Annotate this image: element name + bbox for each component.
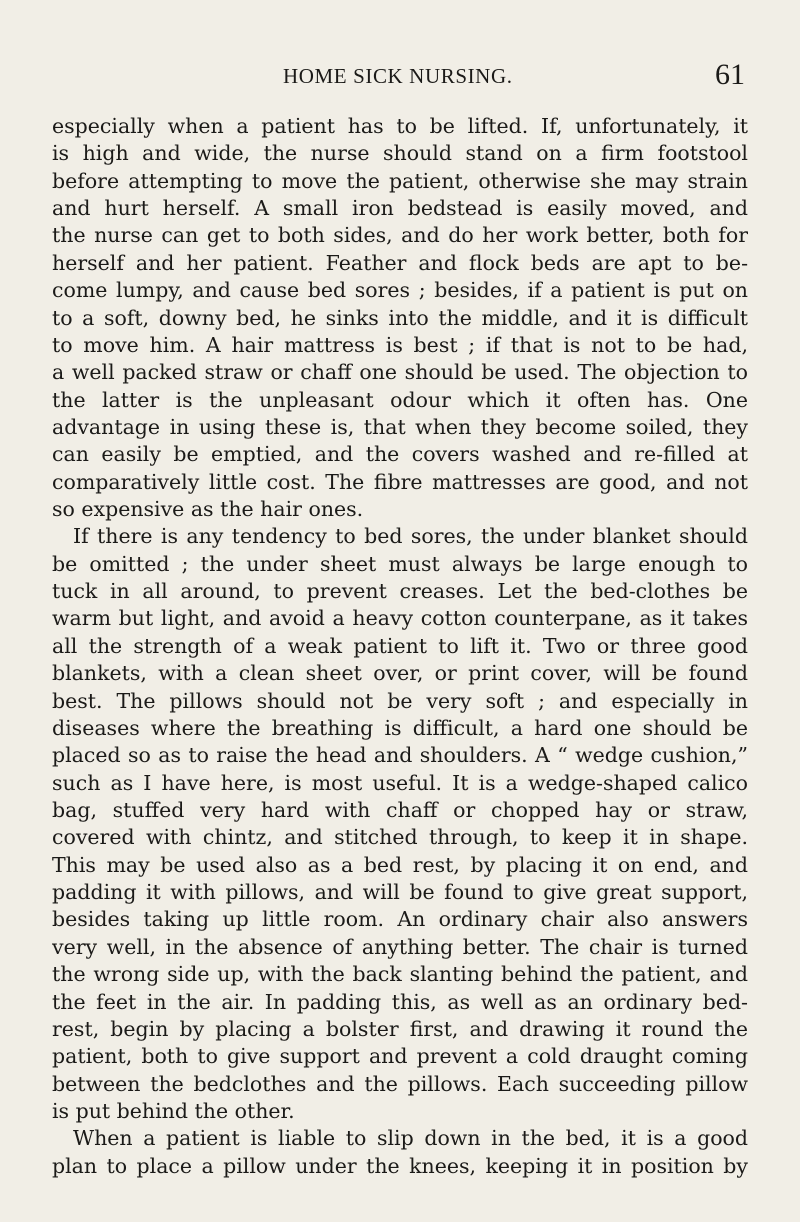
text-line: advantage in using these is, that when they become soiled, they [52, 414, 748, 439]
running-head-title: HOME SICK NURSING. [283, 64, 513, 88]
text-line: best. The pillows should not be very soft ; and especially in [52, 688, 748, 713]
text-line: so expensive as the hair ones. [52, 497, 364, 522]
body-text [52, 113, 748, 1180]
text-line: the wrong side up, with the back slanting behind the patient, and [52, 962, 748, 987]
text-line: warm but light, and avoid a heavy cotton counterpane, as it takes [52, 606, 748, 631]
text-line: This may be used also as a bed rest, by placing it on end, and [52, 852, 748, 877]
text-line: placed so as to raise the head and shoulders. A “ wedge cushion,” [52, 743, 748, 768]
page-number: 61 [715, 58, 745, 91]
text-line: before attempting to move the patient, otherwise she may strain [52, 168, 748, 193]
text-line: can easily be emptied, and the covers washed and re-filled at [52, 442, 748, 467]
text-line: the latter is the unpleasant odour which it often has. One [52, 387, 748, 412]
text-line: especially when a patient has to be lifted. If, unfortunately, it [52, 114, 748, 138]
text-line: patient, both to give support and prevent a cold draught coming [52, 1044, 748, 1069]
text-line: the feet in the air. In padding this, as well as an ordinary bed- [52, 989, 748, 1014]
text-line: all the strength of a weak patient to lift it. Two or three good [52, 633, 748, 658]
text-line: bag, stuffed very hard with chaff or chopped hay or straw, [52, 797, 748, 822]
running-header [0, 58, 800, 98]
text-line: very well, in the absence of anything better. The chair is turned [52, 934, 748, 959]
paragraph-start-line: When a patient is liable to slip down in the bed, it is a good [73, 1126, 748, 1151]
text-line: such as I have here, is most useful. It is a wedge-shaped calico [52, 770, 748, 795]
text-line: is high and wide, the nurse should stand on a firm footstool [52, 141, 748, 166]
text-line: plan to place a pillow under the knees, keeping it in position by [52, 1153, 748, 1178]
text-line: to move him. A hair mattress is best ; if that is not to be had, [52, 332, 748, 357]
text-line: blankets, with a clean sheet over, or print cover, will be found [52, 661, 748, 686]
text-line: come lumpy, and cause bed sores ; besides, if a patient is put on [52, 278, 748, 303]
text-line: comparatively little cost. The fibre mattresses are good, and not [52, 469, 748, 494]
text-line: between the bedclothes and the pillows. Each succeeding pillow [52, 1071, 748, 1096]
text-line: herself and her patient. Feather and flock beds are apt to be- [52, 250, 748, 275]
text-line: and hurt herself. A small iron bedstead is easily moved, and [52, 196, 748, 221]
text-line: is put behind the other. [52, 1098, 295, 1123]
text-line: rest, begin by placing a bolster first, and drawing it round the [52, 1016, 748, 1041]
text-line: padding it with pillows, and will be found to give great support, [52, 880, 748, 905]
text-line: tuck in all around, to prevent creases. Let the bed-clothes be [52, 579, 748, 604]
text-line: diseases where the breathing is difficult, a hard one should be [52, 715, 748, 740]
text-line: be omitted ; the under sheet must always be large enough to [52, 551, 748, 576]
text-line: besides taking up little room. An ordinary chair also answers [52, 907, 748, 932]
text-line: a well packed straw or chaff one should be used. The objection to [52, 360, 748, 385]
text-line: covered with chintz, and stitched through, to keep it in shape. [52, 825, 748, 850]
text-line: to a soft, downy bed, he sinks into the middle, and it is difficult [52, 305, 748, 330]
text-line: the nurse can get to both sides, and do her work better, both for [52, 223, 748, 248]
paragraph-start-line: If there is any tendency to bed sores, the under blanket should [73, 524, 748, 549]
